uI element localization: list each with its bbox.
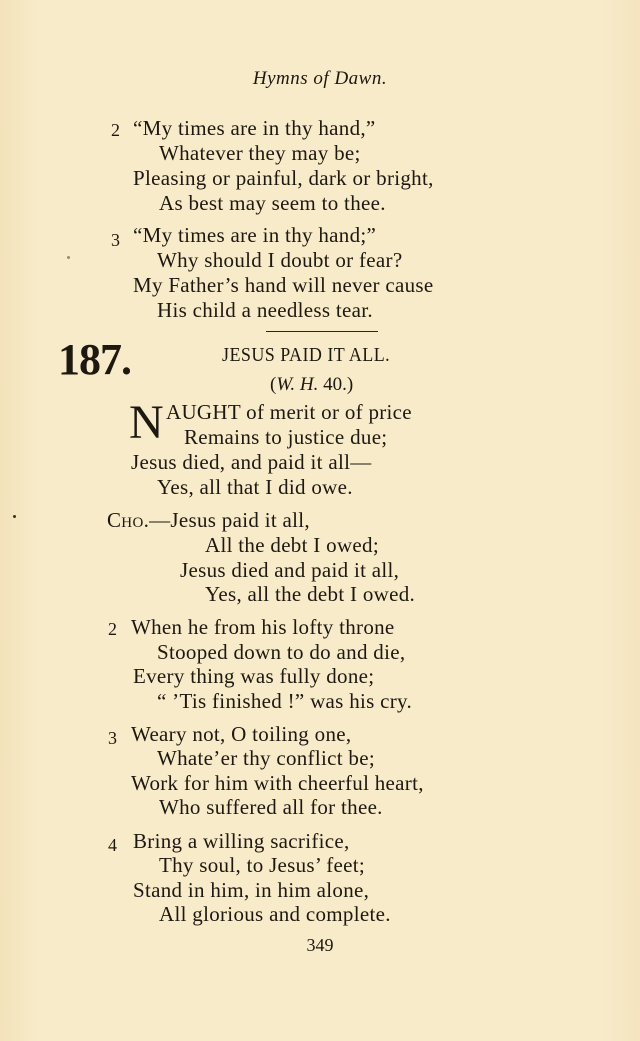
verse-line: Thy soul, to Jesus’ feet; xyxy=(159,853,365,877)
verse-line: Remains to justice due; xyxy=(184,425,388,449)
verse-line: Whate’er thy conflict be; xyxy=(157,746,375,770)
verse-line: Whatever they may be; xyxy=(159,141,361,165)
verse-line: Work for him with cheerful heart, xyxy=(131,771,424,795)
stanza-number: 2 xyxy=(111,120,120,140)
section-divider xyxy=(266,331,378,332)
stanza-number: 3 xyxy=(108,728,117,748)
tune-reference xyxy=(270,374,353,396)
verse-line: Every thing was fully done; xyxy=(133,664,375,688)
verse-line: “My times are in thy hand;” xyxy=(133,223,377,247)
running-head: Hymns of Dawn. xyxy=(252,68,388,89)
chorus-label: Cho.— xyxy=(107,508,171,532)
drop-cap: N xyxy=(129,396,164,449)
tune-number: 40.) xyxy=(323,374,354,395)
hymn-title: JESUS PAID IT ALL. xyxy=(222,344,391,366)
verse-line: His child a needless tear. xyxy=(157,298,373,322)
chorus-line: Jesus died and paid it all, xyxy=(180,558,400,582)
stanza-number: 4 xyxy=(108,835,117,855)
verse-line: Stand in him, in him alone, xyxy=(133,878,370,902)
tune-open-paren: ( xyxy=(270,374,277,395)
chorus-line: Yes, all the debt I owed. xyxy=(205,582,416,606)
verse-line: Jesus died, and paid it all— xyxy=(131,450,372,474)
stanza-number: 3 xyxy=(111,230,120,250)
chorus-first-line xyxy=(107,508,310,532)
verse-line: AUGHT of merit or of price xyxy=(166,400,412,424)
chorus-line: All the debt I owed; xyxy=(205,533,379,557)
verse-line: “My times are in thy hand,” xyxy=(133,116,376,140)
verse-line: My Father’s hand will never cause xyxy=(133,273,434,297)
verse-line: Bring a willing sacrifice, xyxy=(133,829,350,853)
hymn-number: 187. xyxy=(58,335,131,384)
stanza-number: 2 xyxy=(108,619,117,639)
page-number: 349 xyxy=(306,935,334,955)
verse-line: Stooped down to do and die, xyxy=(157,640,406,664)
verse-line: All glorious and complete. xyxy=(159,902,391,926)
verse-line: Why should I doubt or fear? xyxy=(157,248,403,272)
verse-line: Pleasing or painful, dark or bright, xyxy=(133,166,434,190)
paper-speck xyxy=(67,256,70,259)
verse-line: Who suffered all for thee. xyxy=(159,795,383,819)
verse-line: Yes, all that I did owe. xyxy=(157,475,353,499)
tune-source: W. H. xyxy=(276,374,319,395)
verse-line: As best may seem to thee. xyxy=(159,191,386,215)
verse-line: Weary not, O toiling one, xyxy=(131,722,352,746)
verse-line: When he from his lofty throne xyxy=(131,615,395,639)
verse-line: “ ’Tis finished !” was his cry. xyxy=(157,689,413,713)
chorus-line: Jesus paid it all, xyxy=(170,508,310,532)
paper-speck xyxy=(13,515,16,518)
